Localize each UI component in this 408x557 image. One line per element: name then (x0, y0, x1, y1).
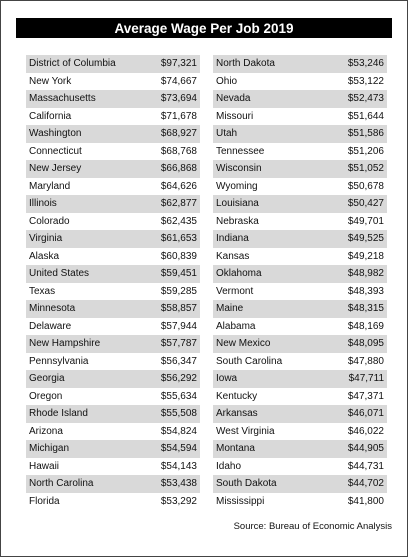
table-row (26, 423, 200, 441)
state-name: Iowa (216, 373, 238, 385)
state-name: Kentucky (216, 390, 258, 402)
wage-value: $48,982 (347, 268, 384, 280)
table-row (26, 213, 200, 231)
wage-value: $53,292 (160, 495, 197, 507)
state-name: Michigan (29, 443, 70, 455)
table-row (26, 125, 200, 143)
table-row (26, 283, 200, 301)
table-row (213, 230, 387, 248)
table-row (213, 160, 387, 178)
state-name: Ohio (216, 75, 238, 87)
wage-value: $54,594 (160, 443, 197, 455)
state-name: Arizona (29, 425, 63, 437)
wage-value: $54,824 (160, 425, 197, 437)
state-name: Hawaii (29, 460, 60, 472)
wage-value: $46,071 (347, 408, 384, 420)
table-row (213, 335, 387, 353)
wage-value: $60,839 (160, 250, 197, 262)
state-name: Connecticut (29, 145, 82, 157)
source-note: Source: Bureau of Economic Analysis (233, 521, 392, 532)
wage-value: $49,218 (347, 250, 384, 262)
wage-value: $51,052 (347, 163, 384, 175)
wage-value: $55,508 (160, 408, 197, 420)
wage-value: $55,634 (160, 390, 197, 402)
state-name: Georgia (29, 373, 65, 385)
state-name: Florida (29, 495, 60, 507)
wage-value: $74,667 (160, 75, 197, 87)
wage-value: $56,347 (160, 355, 197, 367)
table-row (213, 265, 387, 283)
state-name: Maryland (29, 180, 71, 192)
wage-value: $50,678 (347, 180, 384, 192)
table-row (213, 423, 387, 441)
state-name: Kansas (216, 250, 250, 262)
state-name: Pennsylvania (29, 355, 89, 367)
table-row (26, 405, 200, 423)
table-row (213, 440, 387, 458)
wage-value: $49,525 (347, 233, 384, 245)
table-row (213, 405, 387, 423)
state-name: Alabama (216, 320, 256, 332)
wage-value: $41,800 (347, 495, 384, 507)
state-name: Missouri (216, 110, 254, 122)
table-row (26, 248, 200, 266)
wage-value: $53,122 (347, 75, 384, 87)
wage-value: $57,787 (160, 338, 197, 350)
wage-table-right-column (213, 55, 387, 510)
wage-value: $61,653 (160, 233, 197, 245)
table-row (26, 178, 200, 196)
state-name: Alaska (29, 250, 60, 262)
wage-value: $47,371 (347, 390, 384, 402)
wage-value: $51,644 (347, 110, 384, 122)
state-name: Arkansas (216, 408, 258, 420)
table-row (26, 335, 200, 353)
table-row (26, 195, 200, 213)
state-name: Vermont (216, 285, 254, 297)
table-row (26, 458, 200, 476)
table-row (213, 493, 387, 511)
wage-value: $49,701 (347, 215, 384, 227)
wage-value: $66,868 (160, 163, 197, 175)
table-row (213, 90, 387, 108)
wage-value: $48,169 (347, 320, 384, 332)
state-name: Virginia (29, 233, 63, 245)
state-name: Nebraska (216, 215, 259, 227)
state-name: New Jersey (29, 163, 82, 175)
table-row (26, 160, 200, 178)
table-row (213, 55, 387, 73)
table-row (213, 143, 387, 161)
table-row (213, 178, 387, 196)
table-row (26, 493, 200, 511)
table-row (213, 283, 387, 301)
page-title: Average Wage Per Job 2019 (16, 18, 392, 38)
table-row (213, 353, 387, 371)
wage-value: $68,927 (160, 128, 197, 140)
wage-value: $48,393 (347, 285, 384, 297)
table-row (26, 318, 200, 336)
state-name: Indiana (216, 233, 249, 245)
table-row (26, 108, 200, 126)
state-name: South Dakota (216, 478, 277, 490)
wage-value: $53,438 (160, 478, 197, 490)
state-name: Montana (216, 443, 255, 455)
state-name: North Dakota (216, 58, 275, 70)
wage-value: $48,095 (347, 338, 384, 350)
table-row (213, 195, 387, 213)
table-row (213, 108, 387, 126)
state-name: United States (29, 268, 90, 280)
table-row (26, 230, 200, 248)
wage-value: $44,905 (347, 443, 384, 455)
state-name: Louisiana (216, 198, 259, 210)
state-name: District of Columbia (29, 58, 116, 70)
state-name: New Mexico (216, 338, 271, 350)
wage-value: $54,143 (160, 460, 197, 472)
wage-value: $47,880 (347, 355, 384, 367)
table-row (26, 475, 200, 493)
table-row (26, 300, 200, 318)
wage-value: $62,435 (160, 215, 197, 227)
table-row (213, 370, 387, 388)
state-name: Texas (29, 285, 56, 297)
state-name: California (29, 110, 72, 122)
wage-value: $50,427 (347, 198, 384, 210)
wage-value: $58,857 (160, 303, 197, 315)
state-name: Colorado (29, 215, 70, 227)
wage-value: $52,473 (347, 93, 384, 105)
state-name: South Carolina (216, 355, 283, 367)
state-name: New York (29, 75, 72, 87)
state-name: Wisconsin (216, 163, 262, 175)
table-row (213, 388, 387, 406)
table-row (26, 370, 200, 388)
wage-value: $73,694 (160, 93, 197, 105)
table-row (213, 248, 387, 266)
table-row (213, 125, 387, 143)
state-name: Nevada (216, 93, 251, 105)
state-name: Tennessee (216, 145, 265, 157)
wage-value: $44,731 (347, 460, 384, 472)
table-row (26, 143, 200, 161)
state-name: Utah (216, 128, 238, 140)
state-name: Washington (29, 128, 82, 140)
wage-value: $44,702 (347, 478, 384, 490)
wage-value: $71,678 (160, 110, 197, 122)
state-name: Delaware (29, 320, 72, 332)
state-name: Rhode Island (29, 408, 88, 420)
wage-table-left-column (26, 55, 200, 510)
table-row (213, 318, 387, 336)
wage-value: $59,285 (160, 285, 197, 297)
state-name: Minnesota (29, 303, 76, 315)
state-name: New Hampshire (29, 338, 101, 350)
wage-value: $57,944 (160, 320, 197, 332)
wage-value: $51,206 (347, 145, 384, 157)
state-name: Maine (216, 303, 244, 315)
state-name: Idaho (216, 460, 242, 472)
wage-value: $53,246 (347, 58, 384, 70)
table-row (26, 388, 200, 406)
wage-value: $68,768 (160, 145, 197, 157)
wage-value: $46,022 (347, 425, 384, 437)
wage-value: $47,711 (348, 373, 384, 385)
table-row (213, 73, 387, 91)
table-row (213, 458, 387, 476)
state-name: Oklahoma (216, 268, 262, 280)
table-row (26, 353, 200, 371)
wage-value: $51,586 (347, 128, 384, 140)
table-row (26, 265, 200, 283)
table-row (26, 440, 200, 458)
state-name: Illinois (29, 198, 57, 210)
table-row (26, 55, 200, 73)
state-name: North Carolina (29, 478, 94, 490)
table-row (26, 90, 200, 108)
wage-value: $56,292 (160, 373, 197, 385)
wage-value: $59,451 (160, 268, 197, 280)
wage-value: $62,877 (160, 198, 197, 210)
table-row (26, 73, 200, 91)
state-name: West Virginia (216, 425, 275, 437)
state-name: Oregon (29, 390, 63, 402)
state-name: Massachusetts (29, 93, 96, 105)
state-name: Mississippi (216, 495, 265, 507)
wage-value: $64,626 (160, 180, 197, 192)
wage-value: $97,321 (160, 58, 197, 70)
table-row (213, 475, 387, 493)
table-row (213, 213, 387, 231)
wage-value: $48,315 (347, 303, 384, 315)
table-row (213, 300, 387, 318)
state-name: Wyoming (216, 180, 258, 192)
